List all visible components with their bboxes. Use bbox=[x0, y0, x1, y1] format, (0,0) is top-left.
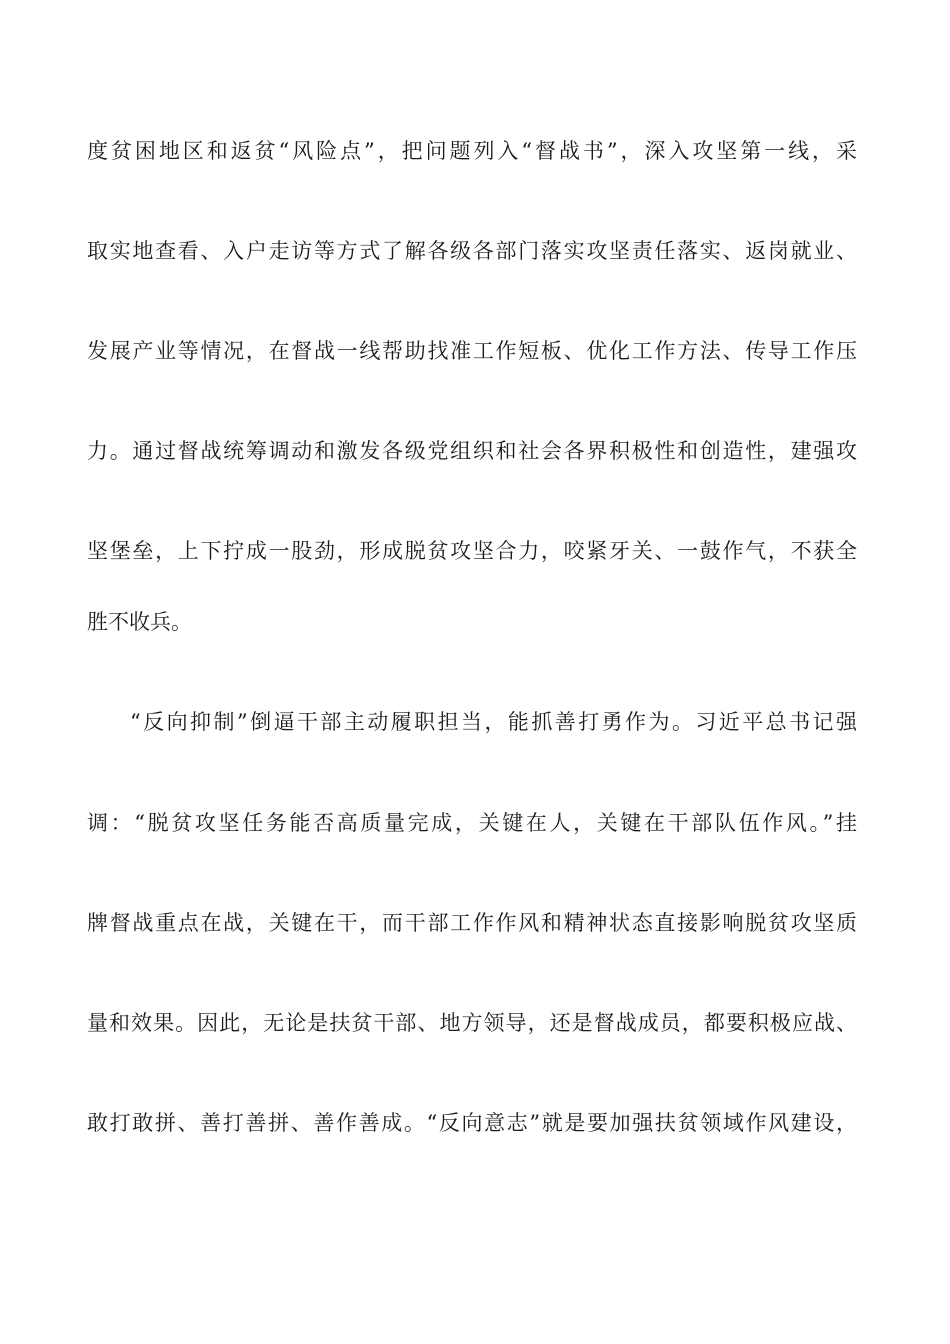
paragraph-first-line: “反向抑制”倒逼干部主动履职担当，能抓善打勇作为。习近平总书记强 bbox=[130, 710, 857, 734]
text-line: 力。通过督战统筹调动和激发各级党组织和社会各界积极性和创造性，建强攻 bbox=[87, 439, 857, 463]
text-line: 牌督战重点在战，关键在干，而干部工作作风和精神状态直接影响脱贫攻坚质 bbox=[87, 911, 857, 935]
text-line: 胜不收兵。 bbox=[87, 610, 192, 634]
text-line: 调：“脱贫攻坚任务能否高质量完成，关键在人，关键在干部队伍作风。”挂 bbox=[87, 811, 857, 835]
text-line: 取实地查看、入户走访等方式了解各级各部门落实攻坚责任落实、返岗就业、 bbox=[87, 239, 857, 263]
text-line: 敢打敢拼、善打善拼、善作善成。“反向意志”就是要加强扶贫领域作风建设， bbox=[87, 1111, 857, 1135]
text-line: 度贫困地区和返贫“风险点”，把问题列入“督战书”，深入攻坚第一线，采 bbox=[87, 139, 857, 163]
text-line: 量和效果。因此，无论是扶贫干部、地方领导，还是督战成员，都要积极应战、 bbox=[87, 1011, 857, 1035]
text-line: 坚堡垒，上下拧成一股劲，形成脱贫攻坚合力，咬紧牙关、一鼓作气，不获全 bbox=[87, 539, 857, 563]
text-line: 发展产业等情况，在督战一线帮助找准工作短板、优化工作方法、传导工作压 bbox=[87, 339, 857, 363]
